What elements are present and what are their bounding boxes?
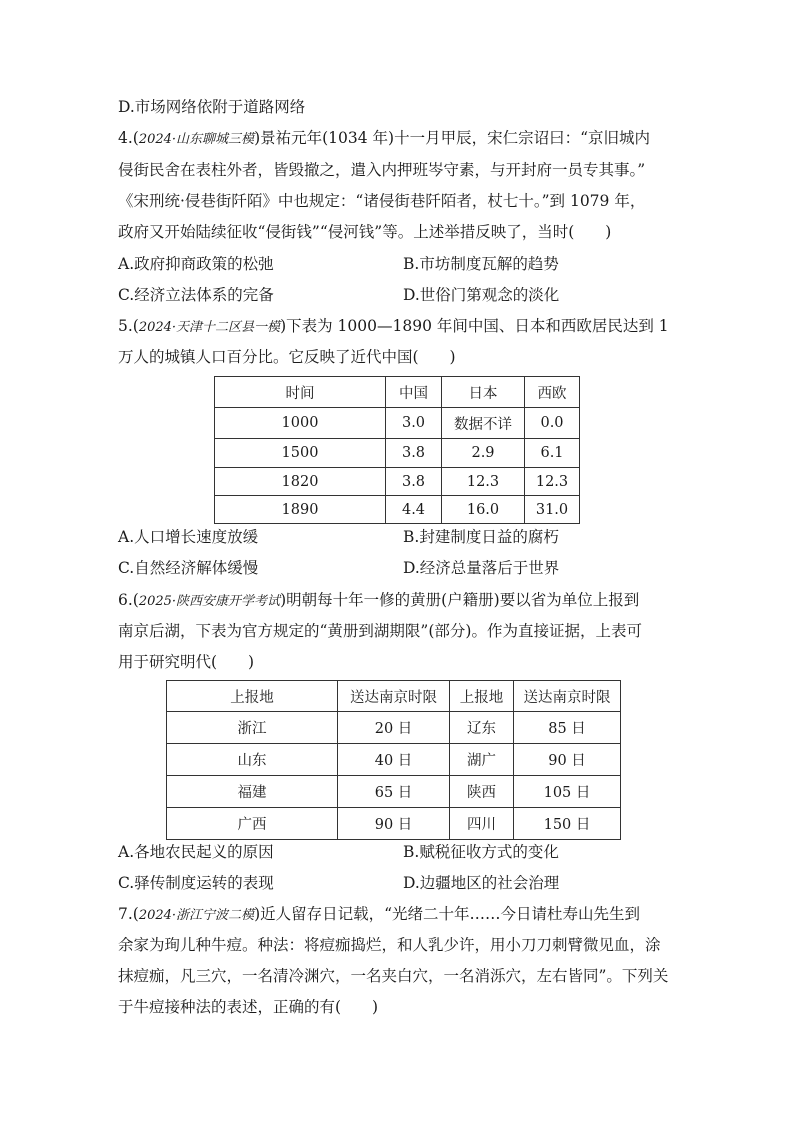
table-cell: 数据不详 xyxy=(442,408,525,439)
table-cell: 12.3 xyxy=(525,468,580,496)
table-row xyxy=(215,468,580,496)
q4-number: 4.( xyxy=(118,129,139,147)
q3-option-d: D.市场网络依附于道路网络 xyxy=(118,98,306,116)
q4-line-1 xyxy=(118,128,650,150)
table-cell: 16.0 xyxy=(442,496,525,524)
table-cell: 浙江 xyxy=(167,712,338,744)
q5-option-a: A.人口增长速度放缓 xyxy=(118,528,259,546)
q6-source: 2025·陕西安康开学考试 xyxy=(138,594,281,609)
table-header-row xyxy=(215,377,580,408)
q7-line-1 xyxy=(118,904,640,926)
table-header-cell: 上报地 xyxy=(450,681,514,712)
table-cell: 1000 xyxy=(215,408,386,439)
q7-text-1: )近人留存日记载，“光绪二十年……今日请杜寿山先生到 xyxy=(254,905,641,923)
q6-line-2: 南京后湖，下表为官方规定的“黄册到湖期限”(部分)。作为直接证据，上表可 xyxy=(118,622,642,640)
table-cell: 1820 xyxy=(215,468,386,496)
table-cell: 广西 xyxy=(167,808,338,840)
q5-option-c: C.自然经济解体缓慢 xyxy=(118,559,259,577)
q4-line-3: 《宋刑统·侵巷街阡陌》中也规定：“诸侵街巷阡陌者，杖七十。”到 1079 年， xyxy=(118,192,646,210)
table-cell: 31.0 xyxy=(525,496,580,524)
table-cell: 3.8 xyxy=(386,439,442,468)
q7-line-2: 余家为珣儿种牛痘。种法：将痘痂捣烂，和人乳少许，用小刀刀刺臂微见血，涂 xyxy=(118,936,661,954)
table-cell: 四川 xyxy=(450,808,514,840)
table-row xyxy=(167,808,621,840)
table-row xyxy=(215,408,580,439)
q5-text-1: )下表为 1000—1890 年间中国、日本和西欧居民达到 1 xyxy=(280,317,669,335)
table-cell: 1890 xyxy=(215,496,386,524)
table-cell: 福建 xyxy=(167,776,338,808)
table-cell: 4.4 xyxy=(386,496,442,524)
table-header-cell: 时间 xyxy=(215,377,386,408)
table-row xyxy=(167,776,621,808)
table-header-cell: 上报地 xyxy=(167,681,338,712)
table-cell: 65 日 xyxy=(338,776,450,808)
table-cell: 2.9 xyxy=(442,439,525,468)
q7-line-4: 于牛痘接种法的表述，正确的有( ) xyxy=(118,998,379,1016)
q6-number: 6.( xyxy=(118,591,139,609)
table-cell: 90 日 xyxy=(514,744,621,776)
table-cell: 3.8 xyxy=(386,468,442,496)
q6-line-1 xyxy=(118,590,639,612)
table-cell: 20 日 xyxy=(338,712,450,744)
table-cell: 湖广 xyxy=(450,744,514,776)
table-cell: 0.0 xyxy=(525,408,580,439)
table-header-cell: 西欧 xyxy=(525,377,580,408)
q5-option-b: B.封建制度日益的腐朽 xyxy=(403,528,559,546)
q6-register-table xyxy=(166,680,621,840)
table-row xyxy=(167,712,621,744)
q4-option-a: A.政府抑商政策的松弛 xyxy=(118,255,274,273)
q4-line-4: 政府又开始陆续征收“侵街钱”“侵河钱”等。上述举措反映了，当时( ) xyxy=(118,223,612,241)
q4-option-c: C.经济立法体系的完备 xyxy=(118,286,274,304)
table-cell: 辽东 xyxy=(450,712,514,744)
q6-text-1: )明朝每十年一修的黄册(户籍册)要以省为单位上报到 xyxy=(280,591,640,609)
table-cell: 山东 xyxy=(167,744,338,776)
table-cell: 6.1 xyxy=(525,439,580,468)
q6-option-d: D.边疆地区的社会治理 xyxy=(403,874,560,892)
table-row xyxy=(215,439,580,468)
table-header-cell: 送达南京时限 xyxy=(338,681,450,712)
table-cell: 陕西 xyxy=(450,776,514,808)
table-cell: 1500 xyxy=(215,439,386,468)
q4-text-1: )景祐元年(1034 年)十一月甲辰，宋仁宗诏曰：“京旧城内 xyxy=(254,129,651,147)
table-cell: 85 日 xyxy=(514,712,621,744)
table-cell: 150 日 xyxy=(514,808,621,840)
q5-option-d: D.经济总量落后于世界 xyxy=(403,559,560,577)
table-cell: 90 日 xyxy=(338,808,450,840)
q6-option-b: B.赋税征收方式的变化 xyxy=(403,843,559,861)
table-header-cell: 送达南京时限 xyxy=(514,681,621,712)
q4-line-2: 侵街民舍在表柱外者，皆毁撤之，遣入内押班岑守素，与开封府一员专其事。” xyxy=(118,161,646,179)
table-row xyxy=(167,744,621,776)
q5-number: 5.( xyxy=(118,317,139,335)
q4-source: 2024·山东聊城三模 xyxy=(138,132,255,147)
q5-line-1 xyxy=(118,316,669,338)
q6-option-c: C.驿传制度运转的表现 xyxy=(118,874,274,892)
table-header-row xyxy=(167,681,621,712)
table-header-cell: 日本 xyxy=(442,377,525,408)
q7-line-3: 抹痘痂，凡三穴，一名清冷渊穴，一名夹白穴，一名消泺穴，左右皆同”。下列关 xyxy=(118,967,669,985)
q4-option-b: B.市坊制度瓦解的趋势 xyxy=(403,255,559,273)
q4-option-d: D.世俗门第观念的淡化 xyxy=(403,286,560,304)
q7-number: 7.( xyxy=(118,905,139,923)
q7-source: 2024·浙江宁波二模 xyxy=(138,908,255,923)
q5-line-2: 万人的城镇人口百分比。它反映了近代中国( ) xyxy=(118,348,456,366)
q6-option-a: A.各地农民起义的原因 xyxy=(118,843,274,861)
q5-source: 2024·天津十二区县一模 xyxy=(138,320,281,335)
q5-population-table xyxy=(214,376,580,524)
table-cell: 12.3 xyxy=(442,468,525,496)
table-cell: 3.0 xyxy=(386,408,442,439)
table-header-cell: 中国 xyxy=(386,377,442,408)
q6-line-3: 用于研究明代( ) xyxy=(118,653,255,671)
table-row xyxy=(215,496,580,524)
table-cell: 105 日 xyxy=(514,776,621,808)
table-cell: 40 日 xyxy=(338,744,450,776)
